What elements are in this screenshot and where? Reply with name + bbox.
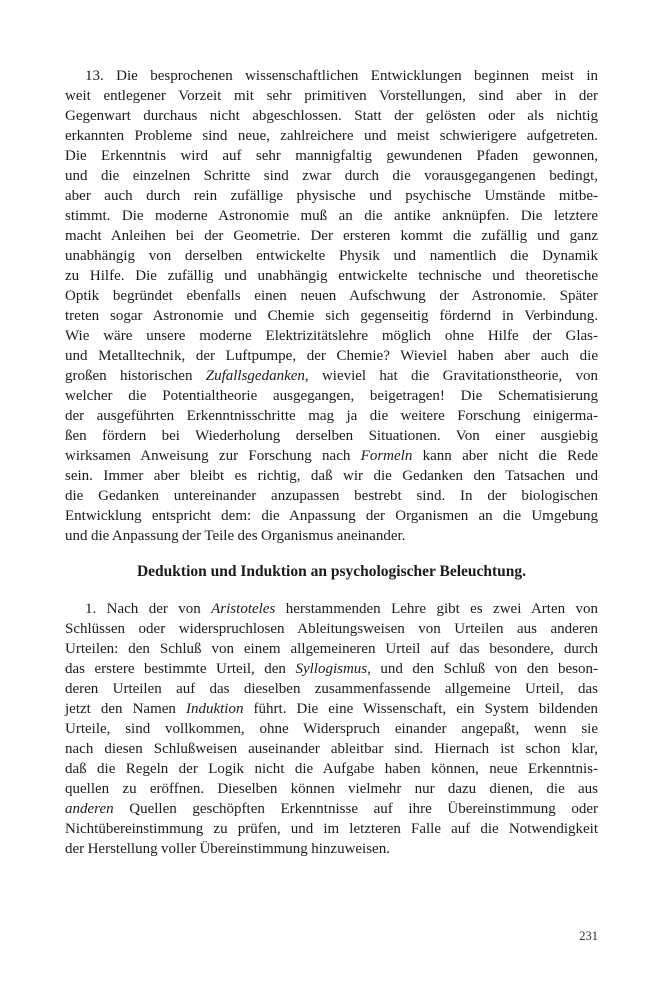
text-line: 1. Nach der von Aristoteles herstammenden Lehre gibt es zwei Arten von <box>85 601 598 617</box>
text-line: 13. Die besprochenen wissenschaftlichen Entwicklungen beginnen meist in <box>85 68 598 84</box>
text-line: Optik begründet ebenfalls einen neuen Aufschwung der Astronomie. Später <box>65 288 598 304</box>
text-line: das erstere bestimmte Urteil, den Syllogismus, und den Schluß von den beson- <box>65 661 598 677</box>
text-line: Urteilen: den Schluß von einem allgemeineren Urteil auf das besondere, durch <box>65 641 598 657</box>
text-line: Gegenwart durchaus nicht abgeschlossen. Statt der gelösten oder als nichtig <box>65 108 598 124</box>
text-line: Wie wäre unsere moderne Elektrizitätslehre möglich ohne Hilfe der Glas- <box>65 328 598 344</box>
text-line: großen historischen Zufallsgedanken, wieviel hat die Gravitationstheorie, von <box>65 368 598 384</box>
text-line: der ausgeführten Erkenntnisschritte mag ja die weitere Forschung einigerma- <box>65 408 598 424</box>
section-heading: Deduktion und Induktion an psychologischer Beleuchtung. <box>136 563 527 580</box>
text-line: jetzt den Namen Induktion führt. Die eine Wissenschaft, ein System bildenden <box>65 701 598 717</box>
text-line: erkannten Probleme sind neue, zahlreichere und meist schwierigere aufgetreten. <box>65 128 598 144</box>
text-line: und Metalltechnik, der Luftpumpe, der Chemie? Wieviel haben aber auch die <box>65 348 598 364</box>
text-line: Entwicklung entspricht dem: die Anpassung der Organismen an die Umgebung <box>65 508 598 524</box>
text-line: welcher die Potentialtheorie ausgegangen, beigetragen! Die Schematisierung <box>65 388 598 404</box>
text-line: der Herstellung voller Übereinstimmung hinzuweisen. <box>65 841 390 857</box>
text-line: macht Anleihen bei der Geometrie. Der ersteren kommt die zufällig und ganz <box>65 228 598 244</box>
text-line: aber auch durch rein zufällige physische und psychische Umstände mitbe- <box>65 188 598 204</box>
text-line: deren Urteilen auf das dieselben zusammenfassende allgemeine Urteil, das <box>65 681 598 697</box>
paragraph-1 <box>65 599 598 859</box>
text-line: und die einzelnen Schritte sind zwar durch die vorausgegangenen bedingt, <box>65 168 598 184</box>
text-line: zu Hilfe. Die zufällig und unabhängig entwickelte technische und theoretische <box>65 268 598 284</box>
page-number: 231 <box>579 929 598 943</box>
paragraph-13 <box>65 66 598 546</box>
text-line: Schlüssen oder widerspruchlosen Ableitungsweisen von Urteilen aus anderen <box>65 621 598 637</box>
text-line: ßen fördern bei Wiederholung derselben Situationen. Von einer ausgiebig <box>65 428 598 444</box>
text-line: sein. Immer aber bleibt es richtig, daß wir die Gedanken den Tatsachen und <box>65 468 598 484</box>
text-line: Die Erkenntnis wird auf sehr mannigfaltig gewundenen Pfaden gewonnen, <box>65 148 598 164</box>
text-line: die Gedanken untereinander anzupassen bestrebt sind. In der biologischen <box>65 488 598 504</box>
text-line: treten sogar Astronomie und Chemie sich gegenseitig fördernd in Verbindung. <box>65 308 598 324</box>
text-line: wirksamen Anweisung zur Forschung nach Formeln kann aber nicht die Rede <box>65 448 598 464</box>
text-line: weit entlegener Vorzeit mit sehr primitiven Vorstellungen, sind aber in der <box>65 88 598 104</box>
text-block <box>65 66 598 859</box>
text-line: daß die Regeln der Logik nicht die Aufgabe haben können, neue Erkenntnis- <box>65 761 598 777</box>
text-line: quellen zu eröffnen. Dieselben können vielmehr nur dazu dienen, die aus <box>65 781 598 797</box>
text-line: stimmt. Die moderne Astronomie muß an die antike anknüpfen. Die letztere <box>65 208 598 224</box>
text-line: Urteile, sind vollkommen, ohne Widerspruch einander angepaßt, wenn sie <box>65 721 598 737</box>
text-line: anderen Quellen geschöpften Erkenntnisse auf ihre Übereinstimmung oder <box>65 801 598 817</box>
text-line: Nichtübereinstimmung zu prüfen, und im letzteren Falle auf die Notwendigkeit <box>65 821 598 837</box>
text-line: unabhängig von derselben entwickelte Physik und namentlich die Dynamik <box>65 248 598 264</box>
text-line: und die Anpassung der Teile des Organismus aneinander. <box>65 528 406 544</box>
text-line: nach diesen Schlußweisen auseinander ableitbar sind. Hiernach ist schon klar, <box>65 741 598 757</box>
